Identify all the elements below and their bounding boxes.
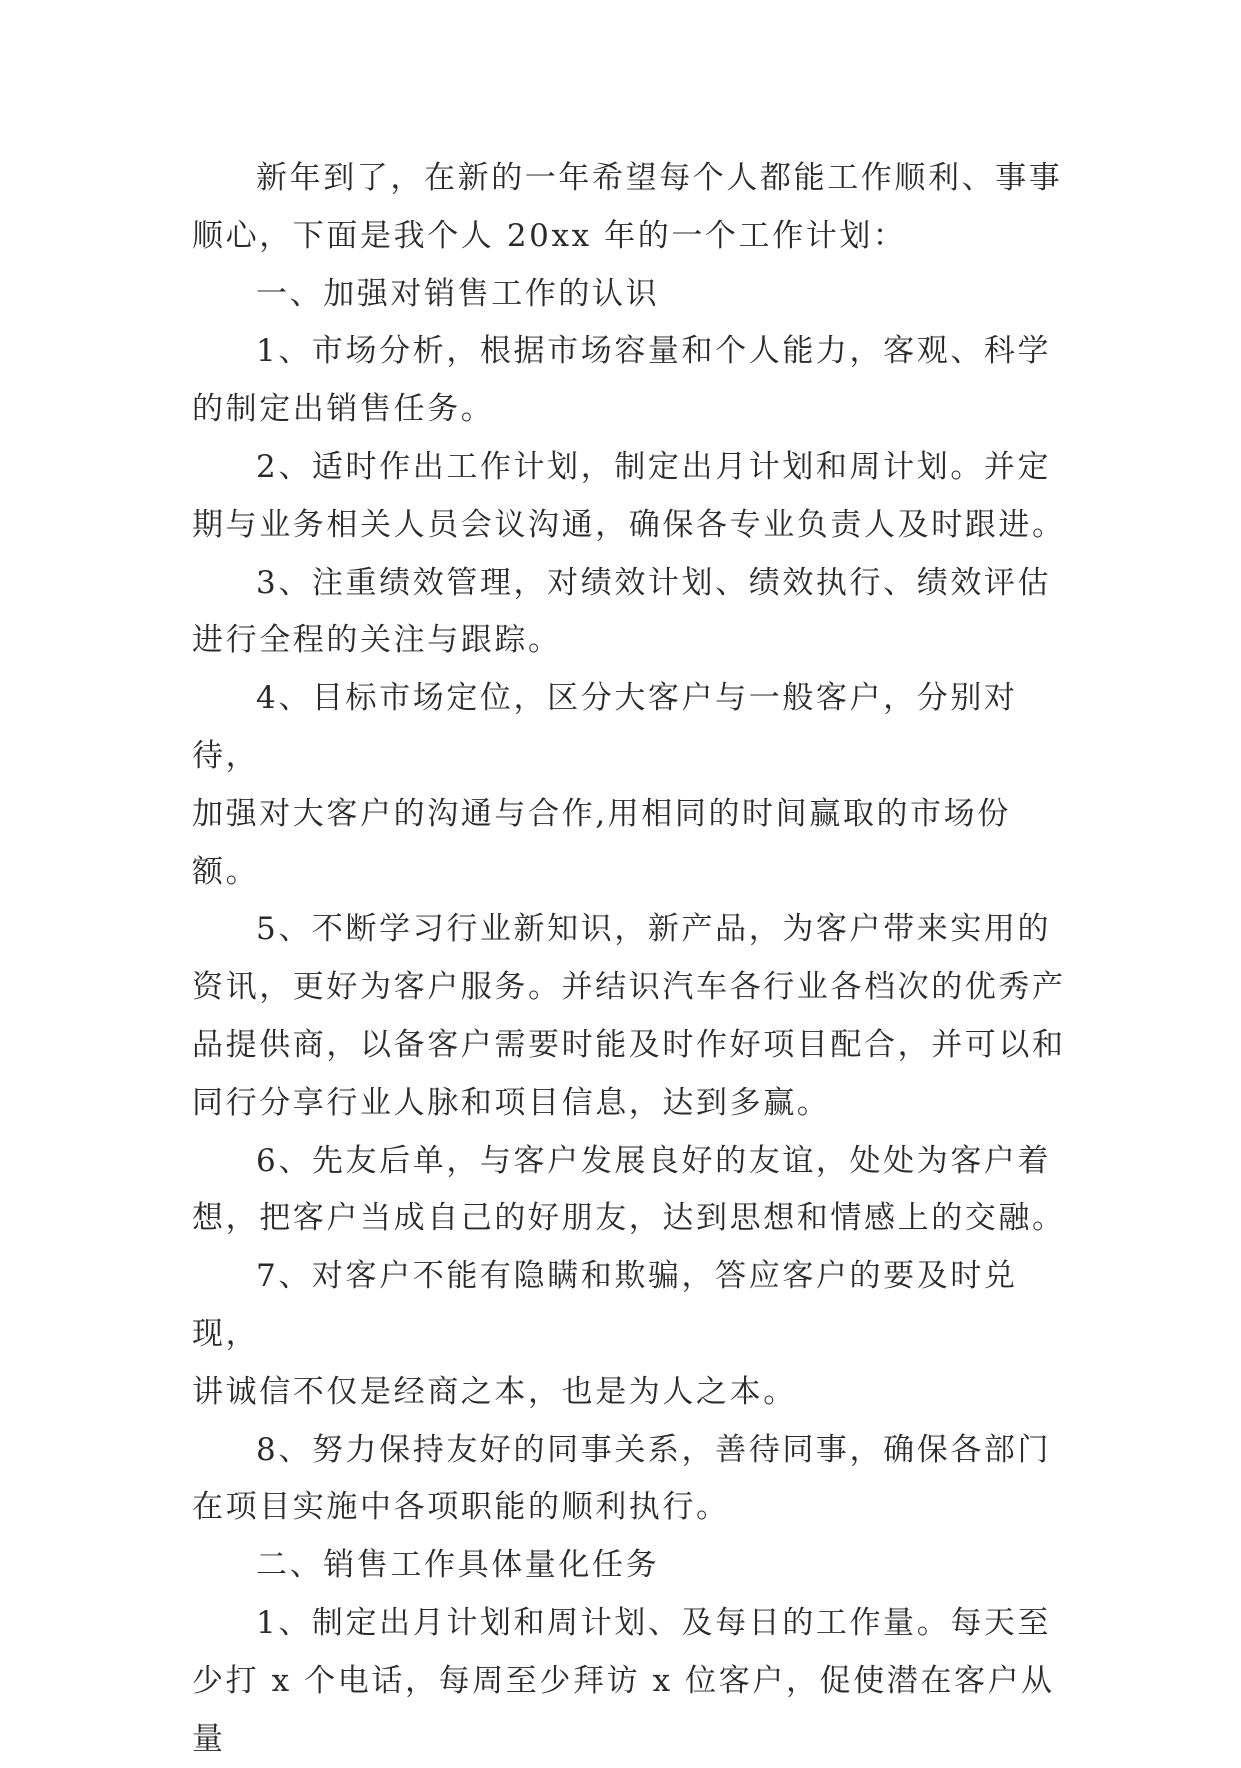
paragraph-item-1-2: 2、适时作出工作计划，制定出月计划和周计划。并定 期与业务相关人员会议沟通，确保各专业负责人及时跟进。 <box>192 448 1066 543</box>
section-heading-2: 二、销售工作具体量化任务 <box>256 1547 660 1584</box>
paragraph-item-2-1: 1、制定出月计划和周计划、及每日的工作量。每天至 少打 x 个电话，每周至少拜访 x 位客户，促使潜在客户从量 <box>192 1604 1055 1757</box>
paragraph-item-1-3: 3、注重绩效管理，对绩效计划、绩效执行、绩效评估 进行全程的关注与跟踪。 <box>192 564 1052 659</box>
paragraph-item-1-8: 8、努力保持友好的同事关系，善待同事，确保各部门 在项目实施中各项职能的顺利执行。 <box>192 1431 1052 1526</box>
paragraph-item-1-7: 7、对客户不能有隐瞒和欺骗，答应客户的要及时兑现， 讲诚信不仅是经商之本，也是为人之本。 <box>192 1258 1018 1410</box>
paragraph-intro: 新年到了，在新的一年希望每个人都能工作顺利、事事 顺心，下面是我个人 20xx 年的一个工作计划： <box>192 160 1063 254</box>
section-heading-1: 一、加强对销售工作的认识 <box>256 275 660 312</box>
paragraph-item-1-5: 5、不断学习行业新知识，新产品，为客户带来实用的 资讯，更好为客户服务。并结识汽车各行业各档次的优秀产 品提供商，以备客户需要时能及时作好项目配合，并可以和 同行分享行业人脉和项目信息，达到多赢。 <box>192 911 1066 1121</box>
document-page <box>192 150 1072 1768</box>
paragraph-item-1-4: 4、目标市场定位，区分大客户与一般客户，分别对待， 加强对大客户的沟通与合作,用相同的时间赢取的市场份额。 <box>192 680 1018 890</box>
paragraph-item-1-6: 6、先友后单，与客户发展良好的友谊，处处为客户着 想，把客户当成自己的好朋友，达到思想和情感上的交融。 <box>192 1142 1066 1237</box>
paragraph-item-1-1: 1、市场分析，根据市场容量和个人能力，客观、科学 的制定出销售任务。 <box>192 333 1052 428</box>
